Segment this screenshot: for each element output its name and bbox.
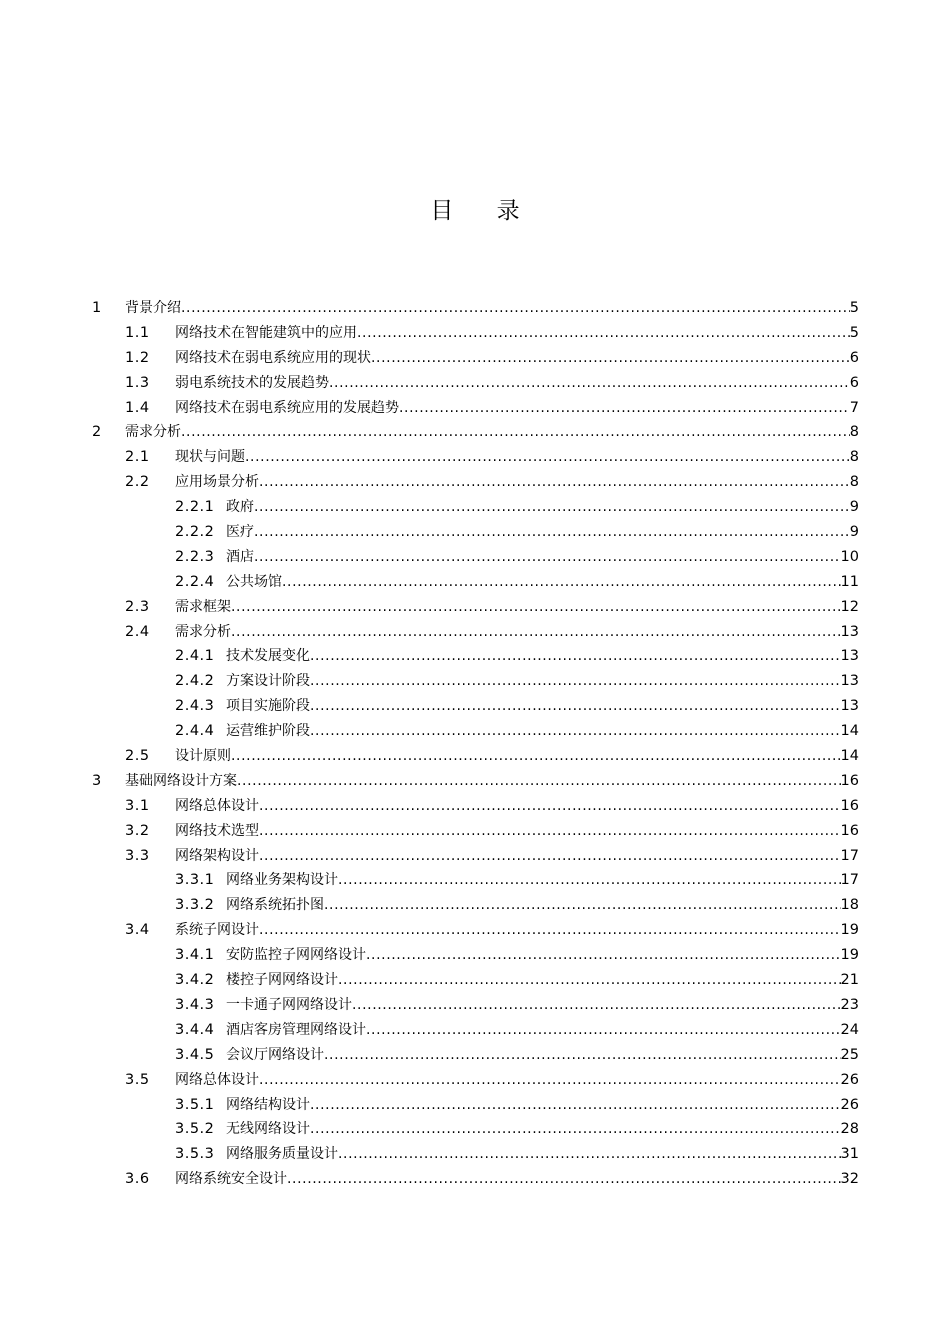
toc-entry-title: 会议厅网络设计 (226, 1046, 324, 1063)
toc-dot-leader (254, 545, 841, 570)
toc-entry-1-1[interactable] (92, 321, 859, 346)
toc-entry-2-2-1[interactable] (92, 495, 859, 520)
toc-entry-page-number: 13 (840, 648, 859, 665)
toc-entry-number: 3 (92, 772, 102, 789)
toc-dot-leader (231, 620, 841, 645)
toc-entry-3-1[interactable] (92, 794, 859, 819)
toc-entry-page-number: 19 (840, 922, 859, 939)
toc-entry-3-6[interactable] (92, 1167, 859, 1192)
toc-dot-leader (287, 1167, 841, 1192)
toc-entry-1-3[interactable] (92, 371, 859, 396)
toc-entry-number: 3.4 (125, 922, 150, 939)
toc-entry-3-5[interactable] (92, 1068, 859, 1093)
toc-entry-3-5-2[interactable] (92, 1117, 859, 1142)
toc-entry-3-4-3[interactable] (92, 993, 859, 1018)
toc-entry-3-3-1[interactable] (92, 868, 859, 893)
toc-entry-page-number: 17 (840, 847, 859, 864)
toc-entry-title: 系统子网设计 (175, 922, 259, 939)
toc-entry-number: 2.2 (125, 474, 150, 491)
toc-entry-title: 网络业务架构设计 (226, 872, 338, 889)
toc-entry-1-4[interactable] (92, 396, 859, 421)
toc-entry-title: 网络技术选型 (175, 822, 259, 839)
toc-dot-leader (366, 943, 841, 968)
toc-entry-title: 网络技术在弱电系统应用的现状 (175, 349, 371, 366)
toc-entry-page-number: 24 (840, 1021, 859, 1038)
toc-entry-title: 网络系统安全设计 (175, 1171, 287, 1188)
toc-entry-page-number: 26 (840, 1096, 859, 1113)
toc-entry-number: 2.4 (125, 623, 150, 640)
toc-dot-leader (237, 769, 841, 794)
toc-entry-page-number: 5 (849, 324, 859, 341)
toc-entry-page-number: 6 (849, 349, 859, 366)
toc-entry-page-number: 13 (840, 673, 859, 690)
toc-entry-number: 2.3 (125, 598, 150, 615)
toc-entry-2-3[interactable] (92, 595, 859, 620)
toc-entry-3-4-2[interactable] (92, 968, 859, 993)
toc-entry-page-number: 6 (849, 374, 859, 391)
toc-entry-2-4-3[interactable] (92, 694, 859, 719)
toc-entry-2[interactable] (92, 420, 859, 445)
toc-dot-leader (329, 371, 850, 396)
toc-entry-number: 1.2 (125, 349, 150, 366)
toc-entry-number: 1.3 (125, 374, 150, 391)
toc-entry-3-5-1[interactable] (92, 1093, 859, 1118)
toc-entry-page-number: 17 (840, 872, 859, 889)
toc-entry-number: 2.2.4 (175, 573, 215, 590)
toc-dot-leader (259, 844, 841, 869)
toc-entry-3-2[interactable] (92, 819, 859, 844)
toc-entry-2-4[interactable] (92, 620, 859, 645)
toc-dot-leader (366, 1018, 841, 1043)
toc-entry-page-number: 11 (840, 573, 859, 590)
toc-dot-leader (352, 993, 841, 1018)
toc-entry-number: 3.3.1 (175, 872, 215, 889)
toc-entry-title: 需求分析 (175, 623, 231, 640)
toc-dot-leader (338, 968, 841, 993)
toc-entry-page-number: 26 (840, 1071, 859, 1088)
toc-entry-number: 2.2.3 (175, 548, 215, 565)
toc-title: 目 录 (430, 198, 538, 224)
toc-entry-number: 3.4.3 (175, 996, 215, 1013)
toc-entry-title: 背景介绍 (125, 300, 181, 316)
toc-entry-number: 3.6 (125, 1171, 150, 1188)
toc-entry-number: 3.5.3 (175, 1146, 215, 1163)
toc-entry-page-number: 14 (840, 723, 859, 740)
toc-entry-title: 酒店 (226, 548, 254, 565)
toc-entry-title: 现状与问题 (175, 449, 245, 466)
toc-entry-number: 2.2.1 (175, 499, 215, 516)
toc-dot-leader (310, 1093, 841, 1118)
toc-entry-page-number: 10 (840, 548, 859, 565)
toc-entry-page-number: 18 (840, 897, 859, 914)
toc-entry-title: 网络技术在弱电系统应用的发展趋势 (175, 399, 399, 416)
toc-entry-number: 3.4.1 (175, 947, 215, 964)
toc-dot-leader (181, 296, 850, 321)
toc-entry-number: 2 (92, 424, 102, 441)
toc-entry-number: 2.4.2 (175, 673, 215, 690)
toc-entry-2-4-2[interactable] (92, 669, 859, 694)
toc-entry-number: 3.4.2 (175, 972, 215, 989)
toc-entry-title: 公共场馆 (226, 573, 282, 590)
toc-dot-leader (259, 794, 841, 819)
toc-entry-title: 政府 (226, 499, 254, 516)
toc-dot-leader (371, 346, 850, 371)
toc-entry-title: 酒店客房管理网络设计 (226, 1021, 366, 1038)
toc-entry-number: 3.2 (125, 822, 150, 839)
toc-entry-number: 2.4.1 (175, 648, 215, 665)
toc-entry-1-2[interactable] (92, 346, 859, 371)
toc-entry-page-number: 16 (840, 797, 859, 814)
toc-entry-number: 3.5 (125, 1071, 150, 1088)
toc-entry-2-2-2[interactable] (92, 520, 859, 545)
toc-entry-3-3-2[interactable] (92, 893, 859, 918)
toc-dot-leader (254, 495, 850, 520)
toc-entry-2-1[interactable] (92, 445, 859, 470)
toc-entry-2-5[interactable] (92, 744, 859, 769)
toc-entry-title: 网络结构设计 (226, 1096, 310, 1113)
toc-entry-title: 应用场景分析 (175, 474, 259, 491)
toc-entry-page-number: 23 (840, 996, 859, 1013)
toc-entry-number: 2.1 (125, 449, 150, 466)
toc-entry-3-4-4[interactable] (92, 1018, 859, 1043)
toc-dot-leader (338, 1142, 841, 1167)
toc-entry-page-number: 7 (849, 399, 859, 416)
toc-dot-leader (282, 570, 841, 595)
table-of-contents (92, 296, 859, 1192)
toc-entry-3[interactable] (92, 769, 859, 794)
toc-entry-number: 3.3 (125, 847, 150, 864)
toc-entry-2-2-3[interactable] (92, 545, 859, 570)
toc-entry-number: 3.4.4 (175, 1021, 215, 1038)
toc-entry-title: 网络总体设计 (175, 1071, 259, 1088)
toc-entry-number: 1.1 (125, 324, 150, 341)
toc-entry-title: 技术发展变化 (226, 648, 310, 665)
toc-entry-page-number: 13 (840, 623, 859, 640)
toc-dot-leader (245, 445, 850, 470)
toc-dot-leader (357, 321, 850, 346)
toc-entry-3-5-3[interactable] (92, 1142, 859, 1167)
toc-entry-title: 网络架构设计 (175, 847, 259, 864)
toc-entry-number: 2.5 (125, 748, 150, 765)
toc-dot-leader (310, 719, 841, 744)
toc-entry-2-2-4[interactable] (92, 570, 859, 595)
toc-dot-leader (231, 744, 841, 769)
toc-entry-title: 基础网络设计方案 (125, 772, 237, 789)
toc-entry-title: 需求分析 (125, 424, 181, 441)
toc-entry-title: 弱电系统技术的发展趋势 (175, 374, 329, 391)
toc-entry-number: 2.2.2 (175, 524, 215, 541)
toc-entry-page-number: 19 (840, 947, 859, 964)
toc-dot-leader (259, 819, 841, 844)
toc-entry-title: 医疗 (226, 524, 254, 541)
toc-dot-leader (399, 396, 850, 421)
toc-entry-page-number: 12 (840, 598, 859, 615)
toc-dot-leader (310, 644, 841, 669)
toc-entry-number: 1.4 (125, 399, 150, 416)
toc-entry-number: 3.1 (125, 797, 150, 814)
toc-entry-2-4-1[interactable] (92, 644, 859, 669)
toc-entry-page-number: 21 (840, 972, 859, 989)
toc-entry-3-3[interactable] (92, 844, 859, 869)
toc-dot-leader (181, 420, 850, 445)
toc-dot-leader (338, 868, 841, 893)
toc-dot-leader (310, 1117, 841, 1142)
toc-entry-title: 需求框架 (175, 598, 231, 615)
toc-entry-number: 3.3.2 (175, 897, 215, 914)
toc-entry-2-4-4[interactable] (92, 719, 859, 744)
toc-entry-page-number: 16 (840, 772, 859, 789)
toc-dot-leader (259, 1068, 841, 1093)
toc-entry-title: 设计原则 (175, 748, 231, 765)
toc-entry-page-number: 8 (849, 424, 859, 441)
toc-entry-page-number: 13 (840, 698, 859, 715)
toc-entry-title: 运营维护阶段 (226, 723, 310, 740)
toc-dot-leader (324, 893, 841, 918)
toc-entry-title: 楼控子网网络设计 (226, 972, 338, 989)
toc-entry-number: 3.5.1 (175, 1096, 215, 1113)
toc-entry-title: 项目实施阶段 (226, 698, 310, 715)
toc-entry-page-number: 28 (840, 1121, 859, 1138)
toc-entry-title: 网络系统拓扑图 (226, 897, 324, 914)
toc-entry-title: 安防监控子网网络设计 (226, 947, 366, 964)
toc-entry-3-4-5[interactable] (92, 1043, 859, 1068)
toc-entry-title: 网络技术在智能建筑中的应用 (175, 324, 357, 341)
toc-dot-leader (259, 918, 841, 943)
toc-entry-3-4[interactable] (92, 918, 859, 943)
toc-entry-1[interactable] (92, 296, 859, 321)
toc-entry-page-number: 9 (849, 499, 859, 516)
toc-entry-3-4-1[interactable] (92, 943, 859, 968)
toc-entry-title: 网络服务质量设计 (226, 1146, 338, 1163)
toc-entry-title: 一卡通子网网络设计 (226, 996, 352, 1013)
toc-entry-page-number: 5 (849, 300, 859, 316)
toc-entry-page-number: 32 (840, 1171, 859, 1188)
toc-entry-page-number: 16 (840, 822, 859, 839)
toc-entry-number: 2.4.3 (175, 698, 215, 715)
toc-entry-page-number: 8 (849, 449, 859, 466)
toc-entry-number: 2.4.4 (175, 723, 215, 740)
toc-entry-page-number: 25 (840, 1046, 859, 1063)
toc-entry-title: 无线网络设计 (226, 1121, 310, 1138)
toc-dot-leader (324, 1043, 841, 1068)
toc-entry-title: 网络总体设计 (175, 797, 259, 814)
toc-dot-leader (310, 669, 841, 694)
toc-dot-leader (231, 595, 841, 620)
toc-entry-number: 3.4.5 (175, 1046, 215, 1063)
toc-entry-title: 方案设计阶段 (226, 673, 310, 690)
toc-entry-page-number: 9 (849, 524, 859, 541)
toc-dot-leader (259, 470, 850, 495)
toc-entry-page-number: 14 (840, 748, 859, 765)
toc-entry-number: 3.5.2 (175, 1121, 215, 1138)
toc-entry-page-number: 8 (849, 474, 859, 491)
toc-entry-2-2[interactable] (92, 470, 859, 495)
toc-dot-leader (310, 694, 841, 719)
toc-entry-page-number: 31 (840, 1146, 859, 1163)
toc-dot-leader (254, 520, 850, 545)
toc-entry-number: 1 (92, 300, 102, 316)
